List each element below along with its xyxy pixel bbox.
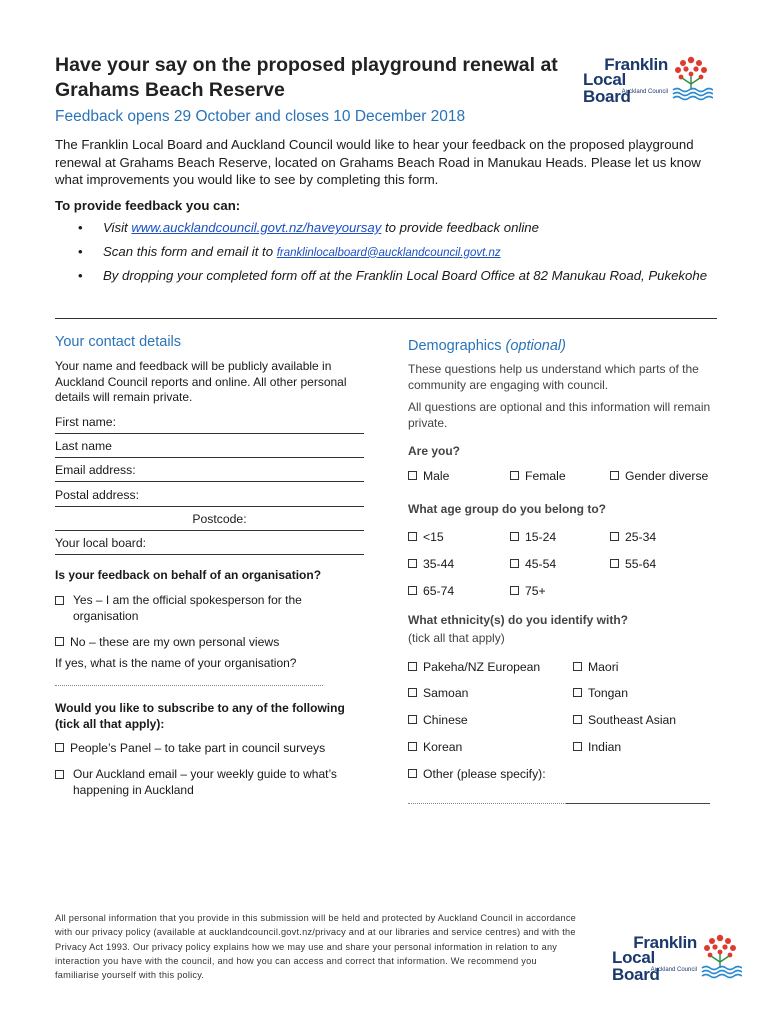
org-yes-label: Yes – I am the official spokesperson for the organisation (73, 593, 302, 623)
contact-heading: Your contact details (55, 334, 182, 350)
last-name-field[interactable]: Last name (55, 434, 364, 458)
how-to-heading: To provide feedback you can: (55, 198, 241, 213)
franklin-logo-footer: Franklin Local Board Auckland Council (612, 934, 742, 984)
haveyoursay-link[interactable]: www.aucklandcouncil.govt.nz/haveyoursay (131, 220, 382, 235)
gender-option-female[interactable]: Female (510, 469, 566, 483)
ethnicity-hint: (tick all that apply) (408, 631, 505, 645)
age-question: What age group do you belong to? (408, 502, 606, 516)
age-option[interactable]: 35-44 (408, 557, 454, 571)
ethnicity-option[interactable]: Pakeha/NZ European (408, 660, 540, 674)
org-question: Is your feedback on behalf of an organisation? (55, 568, 322, 582)
demographics-privacy-note: All questions are optional and this information will remain private. (408, 400, 711, 430)
other-specify-line-end (566, 803, 710, 804)
org-no-checkbox[interactable]: No – these are my own personal views (55, 635, 279, 649)
email-field[interactable]: Email address: (55, 458, 364, 482)
other-specify-line[interactable] (408, 803, 566, 804)
ethnicity-option[interactable]: Southeast Asian (573, 713, 676, 727)
ethnicity-other-option[interactable]: Other (please specify): (408, 767, 546, 781)
feedback-dates: Feedback opens 29 October and closes 10 December 2018 (55, 108, 466, 125)
age-option[interactable]: 25-34 (610, 530, 656, 544)
org-yes-checkbox[interactable] (55, 594, 70, 608)
checkbox-icon[interactable] (55, 596, 64, 605)
section-divider (55, 318, 717, 319)
org-name-line[interactable] (55, 685, 323, 686)
page-title: Have your say on the proposed playground renewal at Grahams Beach Reserve (55, 54, 558, 101)
subscribe-question: Would you like to subscribe to any of the following (tick all that apply): (55, 701, 345, 731)
gender-option-diverse[interactable]: Gender diverse (610, 469, 708, 483)
age-option[interactable]: 45-54 (510, 557, 556, 571)
postal-address-field[interactable]: Postal address: (55, 483, 364, 507)
privacy-statement: All personal information that you provide in this submission will be held and protected by Auckland Council in accordance with our privacy policy (available at aucklandcouncil.govt.nz/privacy and at our libraries and service centres) and with the Privacy Act 1993. Our privacy policy explains how we may use and share your personal information in relation to any interaction you have with the council, and how you can access and correct that information. We recommend you familiarise yourself with this policy. (55, 913, 577, 981)
ethnicity-option[interactable]: Maori (573, 660, 618, 674)
age-option[interactable]: <15 (408, 530, 444, 544)
ethnicity-option[interactable]: Korean (408, 740, 462, 754)
contact-note: Your name and feedback will be publicly available in Auckland Council reports and online. All other personal details will remain private. (55, 359, 347, 404)
our-auckland-label: Our Auckland email – your weekly guide to what’s happening in Auckland (73, 767, 337, 797)
age-option[interactable]: 65-74 (408, 584, 454, 598)
list-item: • By dropping your completed form off at the Franklin Local Board Office at 82 Manukau Road, Pukekohe (78, 268, 708, 283)
age-option[interactable]: 75+ (510, 584, 546, 598)
checkbox-icon[interactable] (55, 637, 64, 646)
pohutukawa-icon (698, 930, 742, 980)
age-option[interactable]: 15-24 (510, 530, 556, 544)
pohutukawa-icon (669, 52, 713, 102)
first-name-field[interactable]: First name: (55, 410, 364, 434)
list-item: • Visit www.aucklandcouncil.govt.nz/haveyoursay to provide feedback online (78, 220, 539, 235)
postcode-field[interactable]: Postcode: (55, 507, 364, 531)
ethnicity-option[interactable]: Tongan (573, 686, 628, 700)
checkbox-icon[interactable] (55, 743, 64, 752)
our-auckland-checkbox[interactable] (55, 768, 70, 782)
intro-paragraph: The Franklin Local Board and Auckland Council would like to hear your feedback on the proposed playground renewal at Grahams Beach Reserve, located on Grahams Beach Road in Manukau Heads. Please let us know what improvements you would like to see by completing this form. (55, 137, 701, 187)
gender-question: Are you? (408, 444, 461, 458)
gender-option-male[interactable]: Male (408, 469, 449, 483)
how-to-list (78, 220, 708, 292)
ethnicity-option[interactable]: Indian (573, 740, 621, 754)
demographics-note: These questions help us understand which parts of the community are engaging with council. (408, 362, 699, 392)
ethnicity-option[interactable]: Chinese (408, 713, 468, 727)
checkbox-icon[interactable] (55, 770, 64, 779)
org-name-question: If yes, what is the name of your organisation? (55, 656, 297, 670)
list-item: • Scan this form and email it to franklinlocalboard@aucklandcouncil.govt.nz (78, 243, 501, 259)
local-board-field[interactable]: Your local board: (55, 531, 364, 555)
email-link[interactable]: franklinlocalboard@aucklandcouncil.govt.nz (276, 246, 501, 259)
franklin-logo: Franklin Local Board Auckland Council (583, 56, 713, 106)
ethnicity-option[interactable]: Samoan (408, 686, 468, 700)
ethnicity-question: What ethnicity(s) do you identify with? (408, 613, 628, 627)
peoples-panel-checkbox[interactable]: People’s Panel – to take part in council surveys (55, 741, 325, 755)
age-option[interactable]: 55-64 (610, 557, 656, 571)
demographics-heading: Demographics (optional) (408, 338, 566, 354)
